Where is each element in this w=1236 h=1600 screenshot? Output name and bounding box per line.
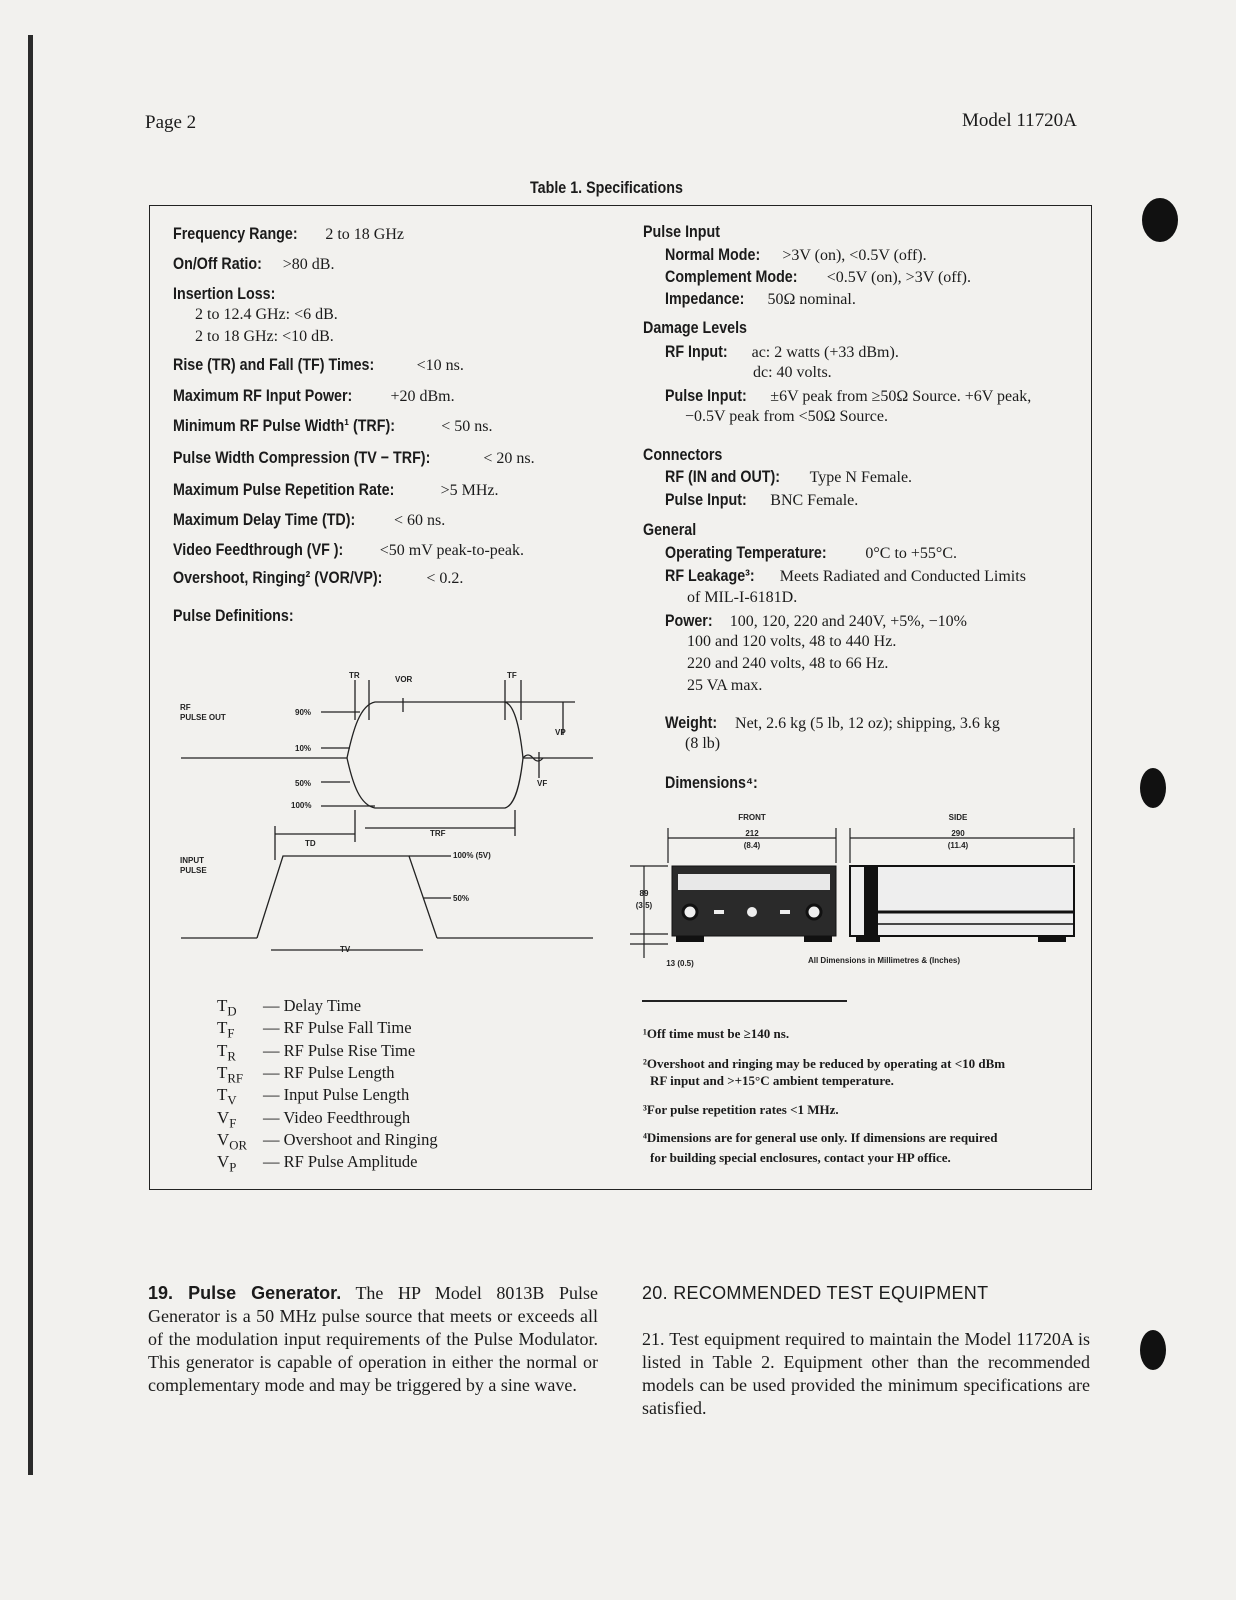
spec-value: ac: 2 watts (+33 dBm). bbox=[739, 344, 899, 361]
spec-label: Pulse Input bbox=[643, 222, 720, 241]
spec-value: < 20 ns. bbox=[479, 450, 535, 467]
symbol-base: T bbox=[217, 996, 228, 1015]
spec-line bbox=[687, 633, 896, 651]
spec-line bbox=[665, 267, 971, 287]
tf-label: TF bbox=[507, 671, 517, 680]
spec-value: 25 VA max. bbox=[687, 677, 763, 694]
punch-hole bbox=[1142, 198, 1178, 242]
definition-symbol bbox=[217, 1152, 263, 1175]
spec-label: Connectors bbox=[643, 445, 723, 464]
spec-value: BNC Female. bbox=[762, 492, 859, 509]
spec-label: Pulse Width Compression (TV − TRF): bbox=[173, 448, 431, 467]
section-20-heading: 20. RECOMMENDED TEST EQUIPMENT bbox=[642, 1283, 989, 1303]
symbol-subscript: F bbox=[227, 1026, 235, 1041]
spec-line bbox=[665, 490, 858, 510]
front-label: FRONT bbox=[738, 813, 766, 822]
definition-text: — Video Feedthrough bbox=[263, 1107, 411, 1127]
spec-value: >5 MHz. bbox=[436, 482, 499, 499]
spec-label: On/Off Ratio: bbox=[173, 254, 262, 273]
section-21-paragraph: 21. Test equipment required to maintain the Model 11720A is listed in Table 2. Equipment other than the recommended models can be used provided the minimum specifications are satisfied. bbox=[642, 1329, 1090, 1418]
punch-hole bbox=[1140, 1330, 1166, 1370]
spec-label: Rise (TR) and Fall (TF) Times: bbox=[173, 355, 375, 374]
spec-value: Net, 2.6 kg (5 lb, 12 oz); shipping, 3.6 kg bbox=[727, 715, 1000, 732]
footnote-2: ²Overshoot and ringing may be reduced by operating at <10 dBm bbox=[643, 1056, 1006, 1071]
spec-line bbox=[665, 543, 957, 563]
spec-line bbox=[195, 306, 338, 324]
spec-value: <10 ns. bbox=[412, 357, 464, 374]
dimensions-drawing bbox=[628, 808, 1080, 968]
spec-value: 2 to 12.4 GHz: <6 dB. bbox=[195, 306, 338, 323]
footnote-4-cont: for building special enclosures, contact your HP office. bbox=[650, 1150, 951, 1165]
spec-label: Overshoot, Ringing² (VOR/VP): bbox=[173, 568, 383, 587]
spec-value: >3V (on), <0.5V (off). bbox=[778, 247, 927, 264]
spec-line bbox=[687, 655, 888, 673]
foot-height: 13 (0.5) bbox=[666, 959, 694, 968]
definition-row bbox=[217, 1041, 415, 1064]
spec-value: of MIL-I-6181D. bbox=[687, 589, 798, 606]
p100v-label: 100% (5V) bbox=[453, 851, 491, 860]
tv-label: TV bbox=[340, 945, 351, 954]
spec-line bbox=[685, 408, 888, 426]
spec-value: (8 lb) bbox=[685, 735, 721, 752]
spec-line bbox=[665, 386, 1031, 406]
definition-text: — RF Pulse Amplitude bbox=[263, 1152, 418, 1172]
height-mm: 89 bbox=[639, 889, 649, 898]
side-depth-mm: 290 bbox=[951, 829, 965, 838]
spec-value: +20 dBm. bbox=[386, 388, 455, 405]
footnote-2-cont: RF input and >+15°C ambient temperature. bbox=[650, 1073, 894, 1088]
spec-value: 2 to 18 GHz: <10 dB. bbox=[195, 328, 334, 345]
spec-line bbox=[665, 713, 1000, 733]
definition-row bbox=[217, 996, 361, 1019]
definition-text: — RF Pulse Length bbox=[263, 1062, 395, 1082]
binding-edge bbox=[28, 35, 33, 1475]
spec-label: Operating Temperature: bbox=[665, 543, 827, 562]
definition-symbol bbox=[217, 1085, 263, 1108]
spec-line bbox=[173, 480, 498, 500]
spec-line bbox=[173, 224, 404, 244]
spec-value: dc: 40 volts. bbox=[753, 364, 832, 381]
spec-label: Maximum RF Input Power: bbox=[173, 386, 353, 405]
symbol-base: V bbox=[217, 1107, 230, 1127]
spec-value: 100, 120, 220 and 240V, +5%, −10% bbox=[721, 613, 967, 630]
spec-value: <50 mV peak-to-peak. bbox=[375, 542, 524, 559]
spec-label: Impedance: bbox=[665, 289, 745, 308]
spec-label: Complement Mode: bbox=[665, 267, 798, 286]
symbol-base: V bbox=[217, 1129, 230, 1149]
spec-value: 50Ω nominal. bbox=[759, 291, 856, 308]
spec-line bbox=[173, 254, 334, 274]
spec-label: Damage Levels bbox=[643, 318, 747, 337]
height-in: (3.5) bbox=[635, 901, 653, 910]
spec-value: 220 and 240 volts, 48 to 66 Hz. bbox=[687, 655, 889, 672]
input-pulse-label: PULSE bbox=[180, 866, 207, 875]
spec-label: Dimensions⁴: bbox=[665, 773, 758, 792]
spec-value: −0.5V peak from <50Ω Source. bbox=[685, 408, 888, 425]
spec-value: < 50 ns. bbox=[437, 418, 493, 435]
symbol-subscript: D bbox=[227, 1004, 237, 1019]
symbol-subscript: F bbox=[229, 1115, 237, 1130]
spec-value: < 0.2. bbox=[422, 570, 464, 587]
p100-label: 100% bbox=[291, 801, 312, 810]
side-depth-in: (11.4) bbox=[947, 841, 969, 850]
spec-line bbox=[173, 448, 535, 468]
side-label: SIDE bbox=[948, 813, 968, 822]
definition-text: — RF Pulse Fall Time bbox=[263, 1018, 412, 1038]
symbol-subscript: OR bbox=[229, 1138, 247, 1153]
definition-row bbox=[217, 1152, 417, 1175]
spec-line bbox=[665, 245, 927, 265]
dimensions-note: All Dimensions in Millimetres & (Inches) bbox=[807, 956, 961, 965]
front-width-mm: 212 bbox=[745, 829, 759, 838]
spec-line bbox=[173, 386, 455, 406]
spec-label: Video Feedthrough (VF ): bbox=[173, 540, 344, 559]
spec-label: RF Leakage³: bbox=[665, 566, 755, 585]
spec-line bbox=[665, 566, 1026, 586]
spec-line bbox=[643, 445, 737, 465]
spec-label: Power: bbox=[665, 611, 713, 630]
symbol-base: V bbox=[217, 1152, 230, 1172]
spec-label: Pulse Definitions: bbox=[173, 606, 294, 625]
spec-value: 2 to 18 GHz bbox=[321, 226, 404, 243]
spec-line bbox=[173, 510, 445, 530]
trf-label: TRF bbox=[430, 829, 446, 838]
section-19-paragraph bbox=[148, 1282, 598, 1397]
p50b-label: 50% bbox=[453, 894, 470, 903]
table-title: Table 1. Specifications bbox=[530, 178, 683, 197]
symbol-base: T bbox=[217, 1040, 228, 1060]
punch-hole bbox=[1140, 768, 1166, 808]
footnote-3: ³For pulse repetition rates <1 MHz. bbox=[643, 1102, 839, 1117]
pulse-definition-diagram bbox=[175, 660, 615, 960]
spec-label: General bbox=[643, 520, 697, 539]
model-number: Model 11720A bbox=[962, 110, 1077, 131]
spec-line bbox=[643, 318, 767, 338]
spec-label: Pulse Input: bbox=[665, 490, 747, 509]
spec-value: >80 dB. bbox=[278, 256, 335, 273]
spec-label: RF (IN and OUT): bbox=[665, 467, 781, 486]
spec-value: <0.5V (on), >3V (off). bbox=[822, 269, 971, 286]
spec-line bbox=[643, 222, 735, 242]
footnote-rule bbox=[642, 1000, 847, 1002]
vor-label: VOR bbox=[395, 675, 413, 684]
spec-line bbox=[753, 364, 832, 382]
definition-row bbox=[217, 1108, 410, 1131]
spec-line bbox=[665, 342, 899, 362]
spec-label: Minimum RF Pulse Width¹ (TRF): bbox=[173, 416, 395, 435]
spec-label: Maximum Pulse Repetition Rate: bbox=[173, 480, 395, 499]
spec-line bbox=[643, 520, 706, 540]
spec-line bbox=[687, 677, 762, 695]
p10-label: 10% bbox=[295, 744, 312, 753]
spec-line bbox=[665, 611, 967, 631]
spec-line bbox=[173, 284, 295, 304]
spec-line bbox=[173, 355, 464, 375]
definition-text: — Delay Time bbox=[263, 996, 362, 1015]
spec-value: ±6V peak from ≥50Ω Source. +6V peak, bbox=[762, 388, 1032, 405]
spec-line bbox=[665, 289, 856, 309]
spec-line bbox=[173, 540, 524, 560]
spec-line bbox=[665, 773, 775, 793]
spec-line bbox=[195, 328, 334, 346]
footnote-1: ¹Off time must be ≥140 ns. bbox=[643, 1026, 790, 1041]
input-label: INPUT bbox=[180, 856, 204, 865]
symbol-subscript: P bbox=[229, 1160, 237, 1175]
definition-symbol bbox=[217, 1108, 263, 1131]
definition-row bbox=[217, 1063, 395, 1086]
spec-line bbox=[687, 589, 797, 607]
footnote-4: ⁴Dimensions are for general use only. If dimensions are required bbox=[643, 1130, 998, 1145]
spec-line bbox=[173, 568, 463, 588]
tr-label: TR bbox=[349, 671, 360, 680]
spec-value: Meets Radiated and Conducted Limits bbox=[771, 568, 1026, 585]
spec-label: Insertion Loss: bbox=[173, 284, 276, 303]
spec-value: < 60 ns. bbox=[389, 512, 446, 529]
td-label: TD bbox=[305, 839, 316, 848]
definition-row bbox=[217, 1130, 438, 1153]
vp-label: VP bbox=[555, 728, 566, 737]
definition-symbol bbox=[217, 1041, 263, 1064]
spec-label: Weight: bbox=[665, 713, 718, 732]
definition-symbol bbox=[217, 1018, 263, 1041]
symbol-base: T bbox=[217, 1018, 228, 1038]
spec-value: 0°C to +55°C. bbox=[857, 545, 957, 562]
spec-label: Pulse Input: bbox=[665, 386, 747, 405]
spec-value: 100 and 120 volts, 48 to 440 Hz. bbox=[687, 633, 897, 650]
definition-symbol bbox=[217, 996, 263, 1019]
rf-label: RF bbox=[180, 703, 191, 712]
vf-label: VF bbox=[537, 779, 548, 788]
pulse-out-label: PULSE OUT bbox=[180, 713, 226, 722]
spec-label: RF Input: bbox=[665, 342, 728, 361]
p50-label: 50% bbox=[295, 779, 312, 788]
spec-line bbox=[173, 606, 317, 626]
definition-text: — RF Pulse Rise Time bbox=[263, 1040, 416, 1060]
spec-label: Frequency Range: bbox=[173, 224, 298, 243]
spec-value: Type N Female. bbox=[801, 469, 913, 486]
definition-row bbox=[217, 1018, 412, 1041]
front-width-in: (8.4) bbox=[743, 841, 761, 850]
section-19-body: The HP Model 8013B Pulse Generator is a 50 MHz pulse source that meets or exceeds all of the modulation input requirements of the Pulse Modulator. This generator is capable of operation in either the normal or complementary mode and may be triggered by a sine wave. bbox=[148, 1283, 598, 1395]
section-19-heading: 19. Pulse Generator. bbox=[148, 1283, 342, 1303]
symbol-base: T bbox=[217, 1062, 228, 1082]
definition-symbol bbox=[217, 1063, 263, 1086]
symbol-subscript: R bbox=[227, 1048, 236, 1063]
spec-line bbox=[685, 735, 720, 753]
spec-line bbox=[173, 416, 493, 436]
symbol-base: T bbox=[217, 1085, 228, 1105]
symbol-subscript: RF bbox=[227, 1071, 243, 1086]
symbol-subscript: V bbox=[227, 1093, 237, 1108]
page-number: Page 2 bbox=[145, 112, 197, 133]
p90-label: 90% bbox=[295, 708, 312, 717]
definition-row bbox=[217, 1085, 409, 1108]
spec-label: Maximum Delay Time (TD): bbox=[173, 510, 356, 529]
definition-symbol bbox=[217, 1130, 263, 1153]
spec-line bbox=[665, 467, 912, 487]
spec-label: Normal Mode: bbox=[665, 245, 761, 264]
definition-text: — Input Pulse Length bbox=[263, 1085, 410, 1105]
definition-text: — Overshoot and Ringing bbox=[263, 1129, 438, 1149]
